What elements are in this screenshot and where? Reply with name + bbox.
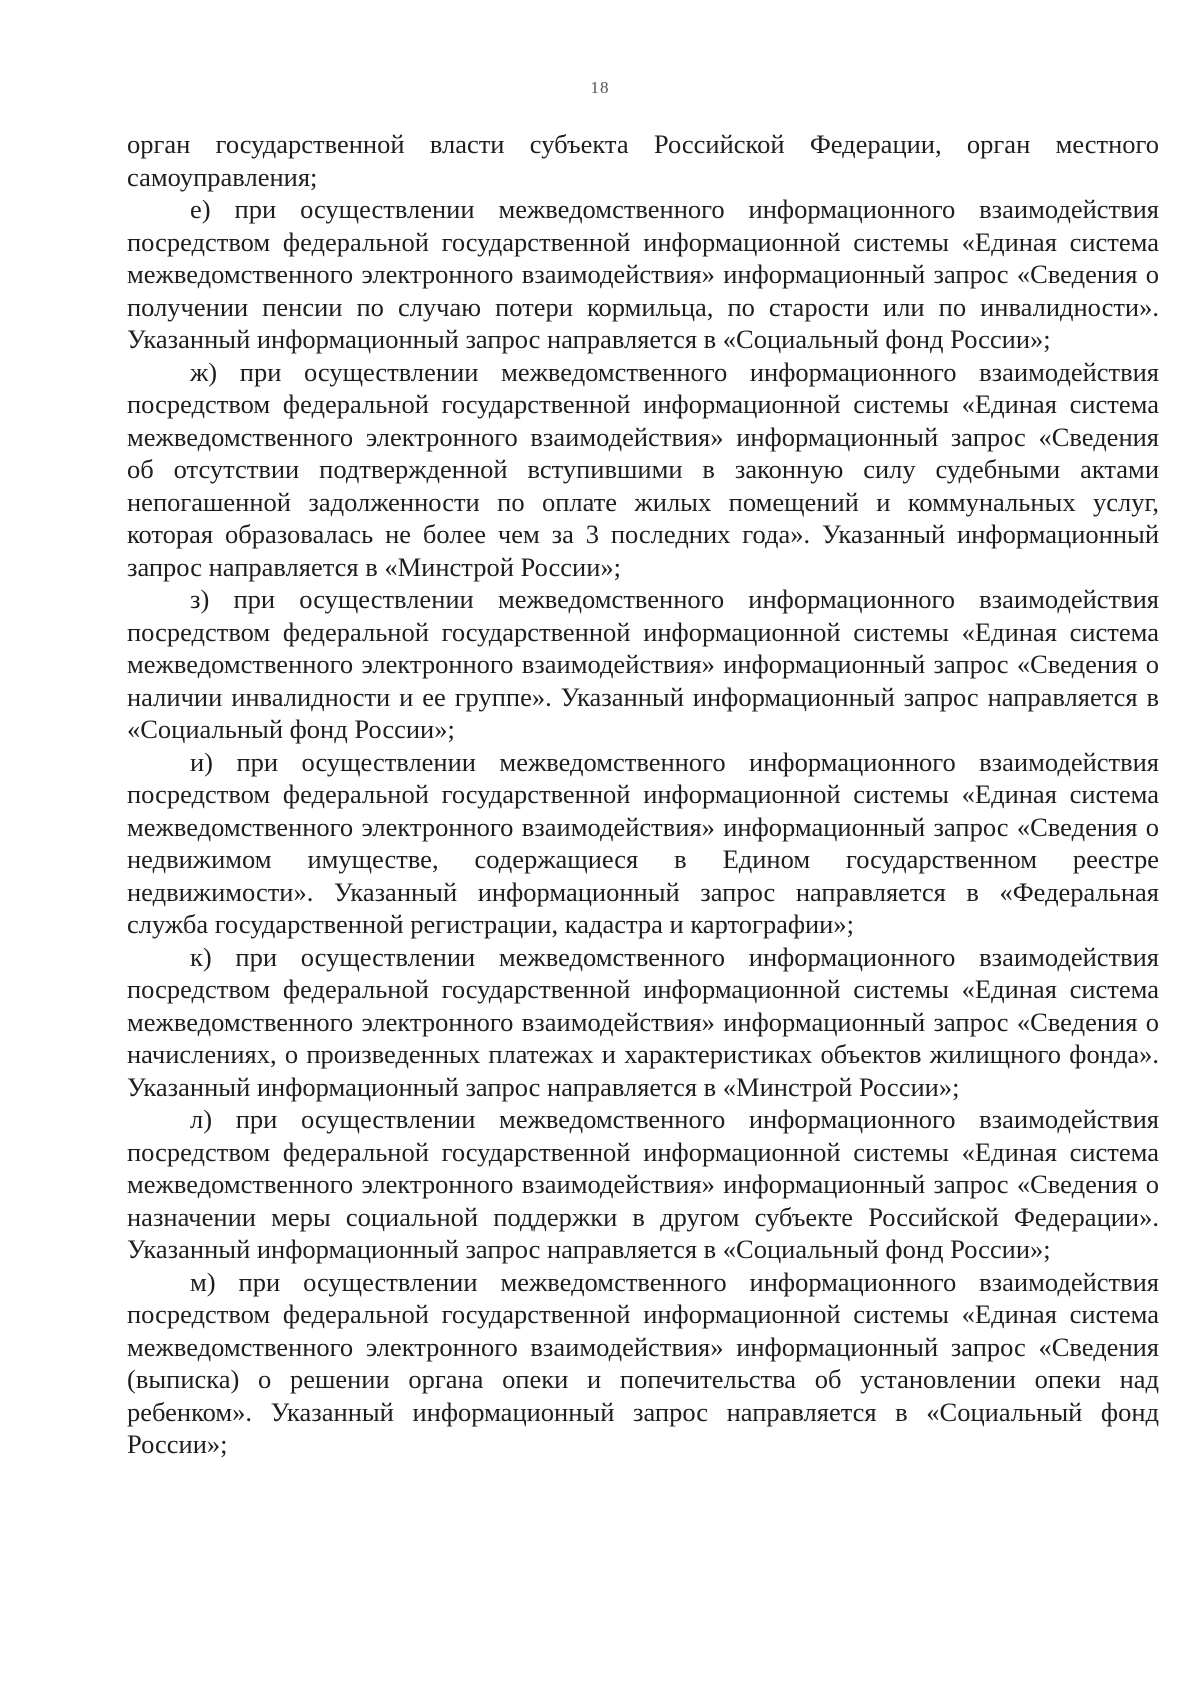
paragraph-item-z: з) при осуществлении межведомственного информационного взаимодействия посредством федеральной государственной информационной системы «Единая система межведомственного электронного взаимодействия» информационный запрос «Сведения о наличии инвалидности и ее группе». Указанный информационный запрос направляется в «Социальный фонд России»; <box>127 584 1159 744</box>
paragraph-item-k: к) при осуществлении межведомственного информационного взаимодействия посредством федеральной государственной информационной системы «Единая система межведомственного электронного взаимодействия» информационный запрос «Сведения о начислениях, о произведенных платежах и характеристиках объектов жилищного фонда». Указанный информационный запрос направляется в «Минстрой России»; <box>127 941 1159 1102</box>
document-body <box>127 128 1159 1461</box>
paragraph-item-zh: ж) при осуществлении межведомственного информационного взаимодействия посредством федеральной государственной информационной системы «Единая система межведомственного электронного взаимодействия» информационный запрос «Сведения об отсутствии подтвержденной вступившими в законную силу судебными актами непогашенной задолженности по оплате жилых помещений и коммунальных услуг, которая образовалась не более чем за 3 последних года». Указанный информационный запрос направляется в «Минстрой России»; <box>127 356 1159 582</box>
paragraph-item-i: и) при осуществлении межведомственного информационного взаимодействия посредством федеральной государственной информационной системы «Единая система межведомственного электронного взаимодействия» информационный запрос «Сведения о недвижимом имуществе, содержащиеся в Едином государственном реестре недвижимости». Указанный информационный запрос направляется в «Федеральная служба государственной регистрации, кадастра и картографии»; <box>127 746 1159 939</box>
page-number: 18 <box>590 78 610 97</box>
paragraph-continuation: орган государственной власти субъекта Российской Федерации, орган местного самоуправления; <box>127 129 1159 192</box>
paragraph-item-l: л) при осуществлении межведомственного информационного взаимодействия посредством федеральной государственной информационной системы «Единая система межведомственного электронного взаимодействия» информационный запрос «Сведения о назначении меры социальной поддержки в другом субъекте Российской Федерации». Указанный информационный запрос направляется в «Социальный фонд России»; <box>127 1104 1159 1264</box>
paragraph-item-m: м) при осуществлении межведомственного информационного взаимодействия посредством федеральной государственной информационной системы «Единая система межведомственного электронного взаимодействия» информационный запрос «Сведения (выписка) о решении органа опеки и попечительства об установлении опеки над ребенком». Указанный информационный запрос направляется в «Социальный фонд России»; <box>127 1266 1159 1459</box>
paragraph-item-e: е) при осуществлении межведомственного информационного взаимодействия посредством федеральной государственной информационной системы «Единая система межведомственного электронного взаимодействия» информационный запрос «Сведения о получении пенсии по случаю потери кормильца, по старости или по инвалидности». Указанный информационный запрос направляется в «Социальный фонд России»; <box>127 194 1159 354</box>
